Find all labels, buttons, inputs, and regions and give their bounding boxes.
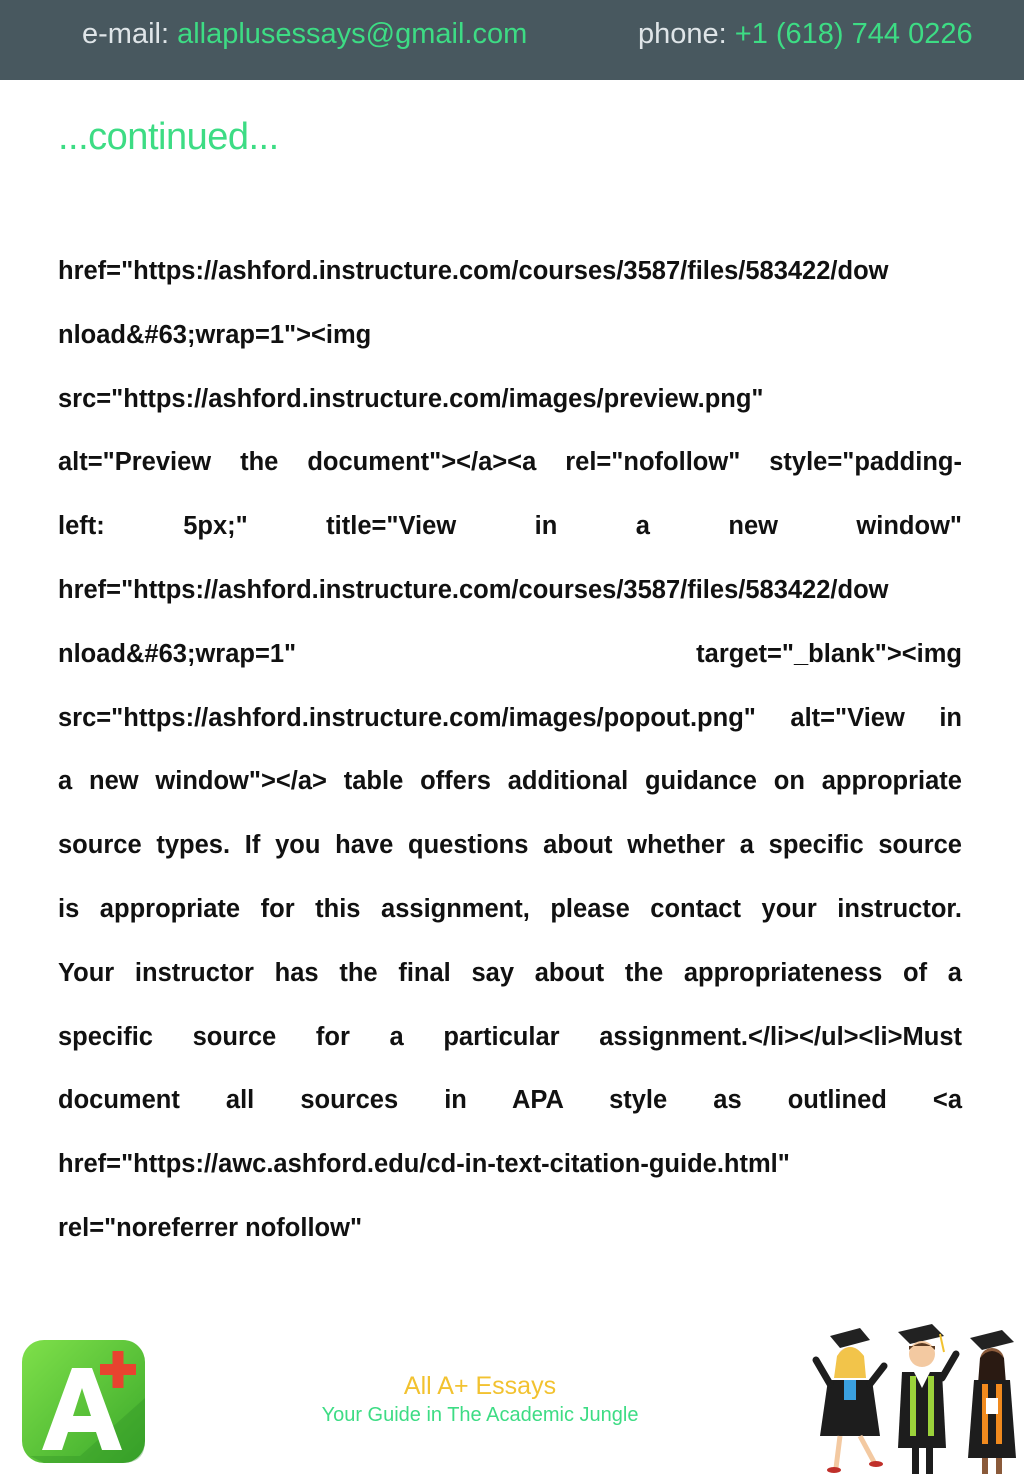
text-line: rel="noreferrer nofollow": [58, 1213, 363, 1242]
header-bar: [0, 0, 1024, 80]
phone-link[interactable]: +1 (618) 744 0226: [734, 18, 973, 50]
email-contact: [82, 18, 527, 51]
text-line: Your instructor has the final say about the appropriateness of a: [58, 958, 962, 987]
text-line: href="https://ashford.instructure.com/courses/3587/files/583422/dow: [58, 257, 889, 285]
text-line: alt="Preview the document"></a><a rel="nofollow" style="padding-: [58, 448, 962, 477]
graduate-right: [968, 1330, 1016, 1474]
text-line: document all sources in APA style as outlined <a: [58, 1086, 962, 1115]
text-line: href="https://awc.ashford.edu/cd-in-text-citation-guide.html": [58, 1150, 790, 1179]
document-body: [58, 240, 962, 1261]
brand-tagline: Your Guide in The Academic Jungle: [321, 1404, 639, 1426]
continued-heading: ...continued...: [58, 116, 279, 158]
text-line: src="https://ashford.instructure.com/images/popout.png" alt="View in: [58, 703, 962, 732]
text-line: nload&#63;wrap=1" target="_blank"><img: [58, 639, 962, 668]
email-label: e-mail:: [82, 18, 170, 50]
graduates-illustration-icon: [810, 1318, 1024, 1479]
a-plus-logo-icon: [20, 1338, 147, 1465]
text-line: source types. If you have questions about whether a specific source: [58, 831, 962, 860]
text-line: href="https://ashford.instructure.com/courses/3587/files/583422/dow: [58, 575, 889, 604]
text-line: specific source for a particular assignment.</li></ul><li>Must: [58, 1022, 962, 1051]
phone-label: phone:: [638, 18, 727, 50]
phone-contact: [638, 18, 973, 51]
text-line: a new window"></a> table offers additional guidance on appropriate: [58, 767, 962, 796]
brand-name: All A+ Essays: [403, 1372, 557, 1400]
graduate-boy: [898, 1324, 956, 1474]
text-line: is appropriate for this assignment, please contact your instructor.: [58, 894, 962, 923]
text-line: src="https://ashford.instructure.com/images/preview.png": [58, 384, 764, 413]
footer-brand: [280, 1370, 680, 1428]
email-link[interactable]: allaplusessays@gmail.com: [177, 18, 528, 50]
graduate-girl: [816, 1328, 884, 1473]
text-line: nload&#63;wrap=1"><img: [58, 320, 372, 349]
text-line: left: 5px;" title="View in a new window": [58, 512, 962, 541]
